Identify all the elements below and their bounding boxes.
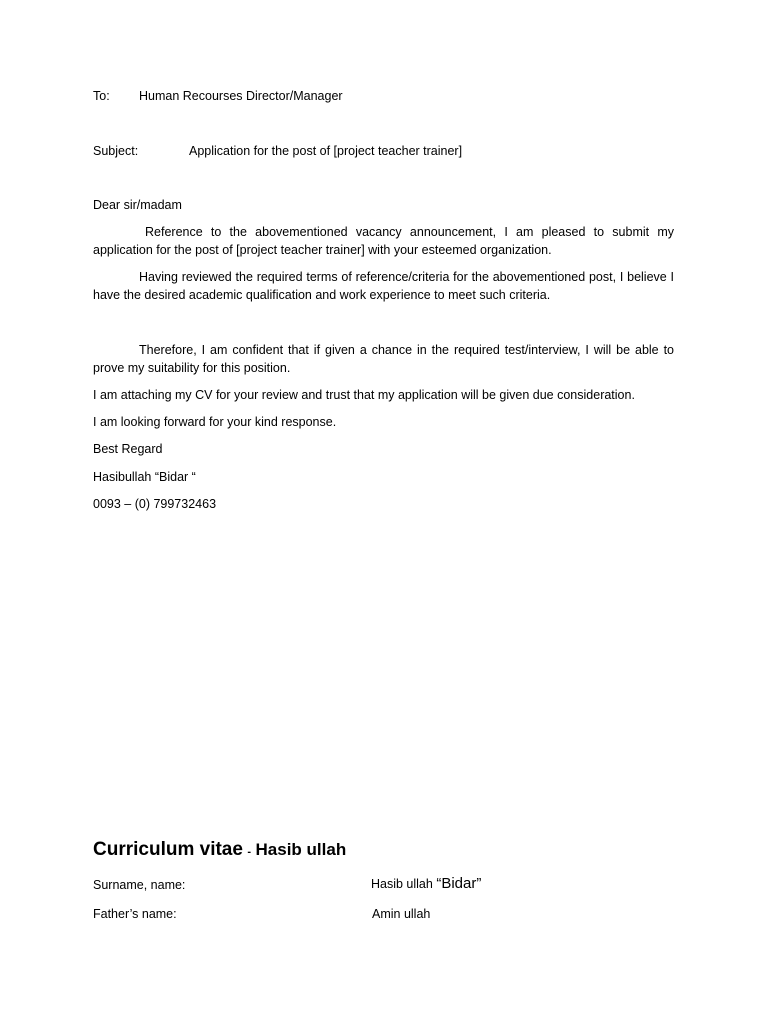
paragraph-reference: Reference to the abovementioned vacancy announcement, I am pleased to submit my application for the post of [project teacher trainer] with your esteemed organization. xyxy=(93,225,674,257)
phone-number: 0093 – (0) 799732463 xyxy=(93,497,217,511)
subject-label: Subject: xyxy=(93,144,139,158)
salutation: Dear sir/madam xyxy=(93,198,182,212)
cv-surname-nickname: “Bidar” xyxy=(436,875,482,892)
signature-name: Hasibullah “Bidar “ xyxy=(93,470,196,484)
paragraph-reviewed: Having reviewed the required terms of reference/criteria for the abovementioned post, I believe I have the desired academic qualification and work experience to meet such criteria. xyxy=(93,270,674,302)
closing: Best Regard xyxy=(93,442,163,456)
subject-value: Application for the post of [project teacher trainer] xyxy=(189,144,463,158)
cv-father-value: Amin ullah xyxy=(372,907,431,921)
cv-surname-label: Surname, name: xyxy=(93,878,186,892)
paragraph-therefore: Therefore, I am confident that if given a chance in the required test/interview, I will be able to prove my suitability for this position. xyxy=(93,343,674,375)
cv-heading xyxy=(93,839,346,861)
cv-title: Curriculum vitae xyxy=(93,839,243,860)
to-label: To: xyxy=(93,89,110,103)
cv-surname-value xyxy=(371,876,481,892)
cv-name: Hasib ullah xyxy=(255,840,347,859)
cv-dash: - xyxy=(247,846,252,858)
to-value: Human Recourses Director/Manager xyxy=(139,89,343,103)
response-line: I am looking forward for your kind response. xyxy=(93,415,337,429)
attach-cv-line: I am attaching my CV for your review and trust that my application will be given due consideration. xyxy=(93,388,635,402)
cv-father-label: Father’s name: xyxy=(93,907,177,921)
cv-surname-name: Hasib ullah xyxy=(371,877,433,891)
